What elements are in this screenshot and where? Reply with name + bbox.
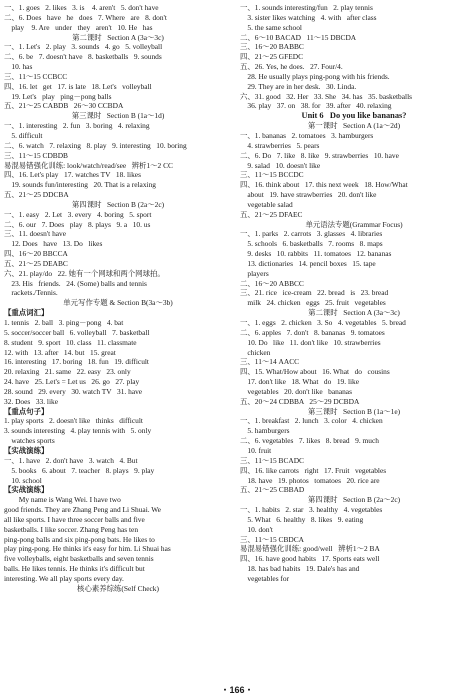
answer-line: 六、21. play/do 22. 她有一个网球和两个网球拍。 <box>4 268 165 278</box>
answer-line: 三、16～20 BABBC <box>240 42 304 52</box>
answer-line: 五、20～24 CDBBA 25～29 DCBDA <box>240 396 360 406</box>
answer-line: 1. tennis 2. ball 3. ping－pong 4. bat <box>4 318 124 327</box>
answer-line: 五、21～25 CBBAD <box>240 485 305 495</box>
answer-line: 三、11～15 BCCDC <box>240 170 304 180</box>
answer-line: 9. salad 10. doesn't like <box>240 160 321 170</box>
answer-line: 一、1. habits 2. star 3. healthy 4. vegetables <box>240 505 383 515</box>
answer-line: 4. strawberries 5. pears <box>240 140 320 150</box>
answer-line: 二、6. watch 7. relaxing 8. play 9. interesting 10. boring <box>4 140 187 150</box>
answer-line: 四、15. What/How about 16. What do cousins <box>240 367 390 377</box>
answer-line: 5. the same school <box>240 22 302 32</box>
answer-line: 一、1. breakfast 2. lunch 3. color 4. chicken <box>240 416 383 426</box>
answer-line: 二、6. Does have he does 7. Where are 8. don't <box>4 12 167 22</box>
answer-line: 19. sounds fun/interesting 20. That is a relaxing <box>4 180 156 190</box>
answer-line: 二、16～20 ABBCC <box>240 278 304 288</box>
answer-line: about 19. have strawberries 20. don't like <box>240 190 377 200</box>
answer-line: My name is Wang Wei. I have two <box>4 495 121 505</box>
answer-line: 四、16. let get 17. is late 18. Let's volleyball <box>4 81 152 91</box>
answer-line: 16. interesting 17. boring 18. fun 19. difficult <box>4 357 149 367</box>
answer-line: 三、11～14 AACC <box>240 357 300 367</box>
answer-line: 一、1. Let's 2. play 3. sounds 4. go 5. volleyball <box>4 42 163 52</box>
answer-line: play ping-pong. He thinks it's easy for him. Li Shuai has <box>4 544 171 554</box>
answer-line: vegetables 20. don't like bananas <box>240 386 352 396</box>
answer-line: watches sports <box>4 436 55 446</box>
answer-line: 12. Does have 13. Do likes <box>4 239 103 249</box>
answer-line: 1. play sports 2. doesn't like thinks difficult <box>4 416 143 426</box>
answer-line: 8. student 9. sport 10. class 11. classmate <box>4 337 137 347</box>
answer-line: 五、21～25 DEABC <box>4 258 68 268</box>
answer-line: 一、1. parks 2. carrots 3. glasses 4. libraries <box>240 229 383 239</box>
answer-line: 5. hamburgers <box>240 426 290 436</box>
answer-line: 第二课时 Section A (3a～3c) <box>308 308 400 318</box>
answer-line: 一、1. sounds interesting/fun 2. play tennis <box>240 3 373 12</box>
answer-line: 一、1. have 2. don't have 3. watch 4. But <box>4 455 138 465</box>
answer-line: 一、1. easy 2. Let 3. every 4. boring 5. sport <box>4 209 152 219</box>
answer-line: 18. have 19. photos tomatoes 20. rice are <box>240 475 380 485</box>
answer-line: 五、21～25 CABDB 26～30 CCBDA <box>4 101 124 111</box>
answer-line: basketballs. I like soccer. Zhang Peng has ten <box>4 524 139 534</box>
answer-line: five volleyballs, eight basketballs and seven tennis <box>4 554 154 564</box>
answer-line: 3. sister likes watching 4. with after class <box>240 12 377 22</box>
answer-line: ping-pong balls and six ping-pong bats. He likes to <box>4 534 155 544</box>
answer-line: 核心素养综练(Self Check) <box>77 583 159 593</box>
answer-line: 28. He usually plays ping-pong with his friends. <box>240 71 390 81</box>
answer-line: 10. Do like 11. don't like 10. strawberries <box>240 337 381 347</box>
answer-line: rackets./Tennis. <box>4 288 58 298</box>
answer-line: 32. Does 33. like <box>4 396 58 406</box>
answer-line: 三、11～15 CBDCA <box>240 534 304 544</box>
answer-line: 23. His friends. 24. (Some) balls and tennis <box>4 278 147 288</box>
answer-line: 第三课时 Section B (1a～1e) <box>307 406 401 416</box>
answer-line: 第一课时 Section A (1a～2d) <box>307 121 401 131</box>
answer-line: good friends. They are Zhang Peng and Li Shuai. We <box>4 505 161 515</box>
answer-line: 三、21. rice ice-cream 22. bread is 23. bread <box>240 288 389 298</box>
answer-line: chicken <box>240 347 271 357</box>
answer-line: 36. play 37. on 38. for 39. after 40. relaxing <box>240 101 392 111</box>
answer-line: 一、1. goes 2. likes 3. is 4. aren't 5. don't have <box>4 3 159 12</box>
answer-line: all like sports. I have three soccer balls and five <box>4 514 145 524</box>
answer-line: 20. relaxing 21. same 22. easy 23. only <box>4 367 131 377</box>
answer-line: 四、21～25 GFEDC <box>240 52 304 62</box>
answer-line: 10. has <box>4 62 33 72</box>
answer-line: 13. dictionaries 14. pencil boxes 15. tape <box>240 258 376 268</box>
answer-line: 第三课时 Section B (1a～1d) <box>71 111 165 121</box>
answer-line: 三、11. doesn't have <box>4 229 67 239</box>
answer-line: interesting. We all play sports every day. <box>4 573 124 583</box>
answer-line: 17. don't like 18. What do 19. like <box>240 377 360 387</box>
answer-line: 5. difficult <box>4 130 43 140</box>
answer-line: 五、21～25 DFAEC <box>240 209 303 219</box>
answer-line: 第四课时 Section B (2a～2c) <box>307 495 401 505</box>
answer-line: players <box>240 268 269 278</box>
answer-line: balls. He likes tennis. He thinks it's difficult but <box>4 564 145 574</box>
answer-line: 5. schools 6. basketballs 7. rooms 8. maps <box>240 239 383 249</box>
answer-line: vegetable salad <box>240 199 293 209</box>
answer-line: 5. soccer/soccer ball 6. volleyball 7. basketball <box>4 327 150 337</box>
answer-line: Unit 6 Do you like bananas? <box>301 111 407 121</box>
answer-line: play 9. Are under they aren't 10. He has <box>4 22 153 32</box>
answer-line: 一、1. interesting 2. fun 3. boring 4. relaxing <box>4 121 150 131</box>
answer-line: 三、11～15 BCADC <box>240 455 304 465</box>
page-number: ・166・ <box>220 685 254 695</box>
answer-line: 【实战演练】 <box>4 485 49 495</box>
answer-line: 3. sounds interesting 4. play tennis with 5. only <box>4 426 152 436</box>
answer-line: 12. with 13. after 14. but 15. great <box>4 347 116 357</box>
answer-line: 易混易错强化训练: good/well 辨析1～2 BA <box>240 544 380 554</box>
answer-line: 二、6. be 7. doesn't have 8. basketballs 9. sounds <box>4 52 162 62</box>
answer-line: 28. sound 29. every 30. watch TV 31. have <box>4 386 143 396</box>
answer-line: 二、6. apples 7. don't 8. bananas 9. tomatoes <box>240 327 385 337</box>
answer-line: 19. Let's play ping－pong balls <box>4 91 112 101</box>
answer-line: 二、6. our 7. Does play 8. plays 9. a 10. us <box>4 219 151 229</box>
answer-line: 四、16～20 BBCCA <box>4 249 68 259</box>
answer-line: vegetables for <box>240 573 290 583</box>
answer-line: 【实战演练】 <box>4 445 49 455</box>
answer-line: 四、16. like carrots right 17. Fruit vegetables <box>240 465 387 475</box>
right-column <box>240 3 468 584</box>
answer-line: 第四课时 Section B (2a～2c) <box>71 199 165 209</box>
answer-line: 一、1. bananas 2. tomatoes 3. hamburgers <box>240 130 374 140</box>
answer-line: 五、26. Yes, he does. 27. Four/4. <box>240 62 343 72</box>
answer-line: 三、11～15 CCBCC <box>4 71 68 81</box>
answer-line: 二、6. Do 7. like 8. like 9. strawberries 10. have <box>240 150 399 160</box>
answer-line: 单元写作专题 & Section B(3a～3b) <box>63 298 173 308</box>
answer-line: 29. They are in her desk. 30. Linda. <box>240 81 357 91</box>
answer-line: 二、6. vegetables 7. likes 8. bread 9. much <box>240 436 379 446</box>
answer-line: 10. school <box>4 475 42 485</box>
left-column <box>4 3 232 594</box>
answer-line: milk 24. chicken eggs 25. fruit vegetables <box>240 298 386 308</box>
answer-line: 六、31. good 32. Her 33. She 34. has 35. basketballs <box>240 91 413 101</box>
answer-line: 10. don't <box>240 524 273 534</box>
answer-line: 5. books 6. about 7. teacher 8. plays 9. play <box>4 465 155 475</box>
answer-line: 四、16. Let's play 17. watches TV 18. likes <box>4 170 141 180</box>
answer-line: 易混易错强化训练: look/watch/read/see 辨析1～2 CC <box>4 160 173 170</box>
answer-line: 9. desks 10. rabbits 11. tomatoes 12. bananas <box>240 249 392 259</box>
answer-line: 5. What 6. healthy 8. likes 9. eating <box>240 514 364 524</box>
answer-line: 二、6～10 BACAD 11～15 DBCDA <box>240 32 357 42</box>
answer-line: 单元语法专题(Grammar Focus) <box>305 219 403 229</box>
answer-line: 第二课时 Section A (3a～3c) <box>72 32 164 42</box>
answer-line: 四、16. have good habits 17. Sports eats well <box>240 554 380 564</box>
answer-line: 【重点句子】 <box>4 406 49 416</box>
answer-line: 【重点词汇】 <box>4 308 49 318</box>
answer-line: 18. has bad habits 19. Dale's has and <box>240 564 360 574</box>
answer-line: 10. fruit <box>240 445 272 455</box>
answer-line: 三、11～15 CDBDB <box>4 150 68 160</box>
answer-line: 一、1. eggs 2. chicken 3. So 4. vegetables 5. bread <box>240 318 406 327</box>
answer-line: 五、21～25 DDCBA <box>4 190 69 200</box>
answer-line: 24. have 25. Let's = Let us 26. go 27. play <box>4 377 140 387</box>
answer-line: 四、16. think about 17. this next week 18. How/What <box>240 180 408 190</box>
